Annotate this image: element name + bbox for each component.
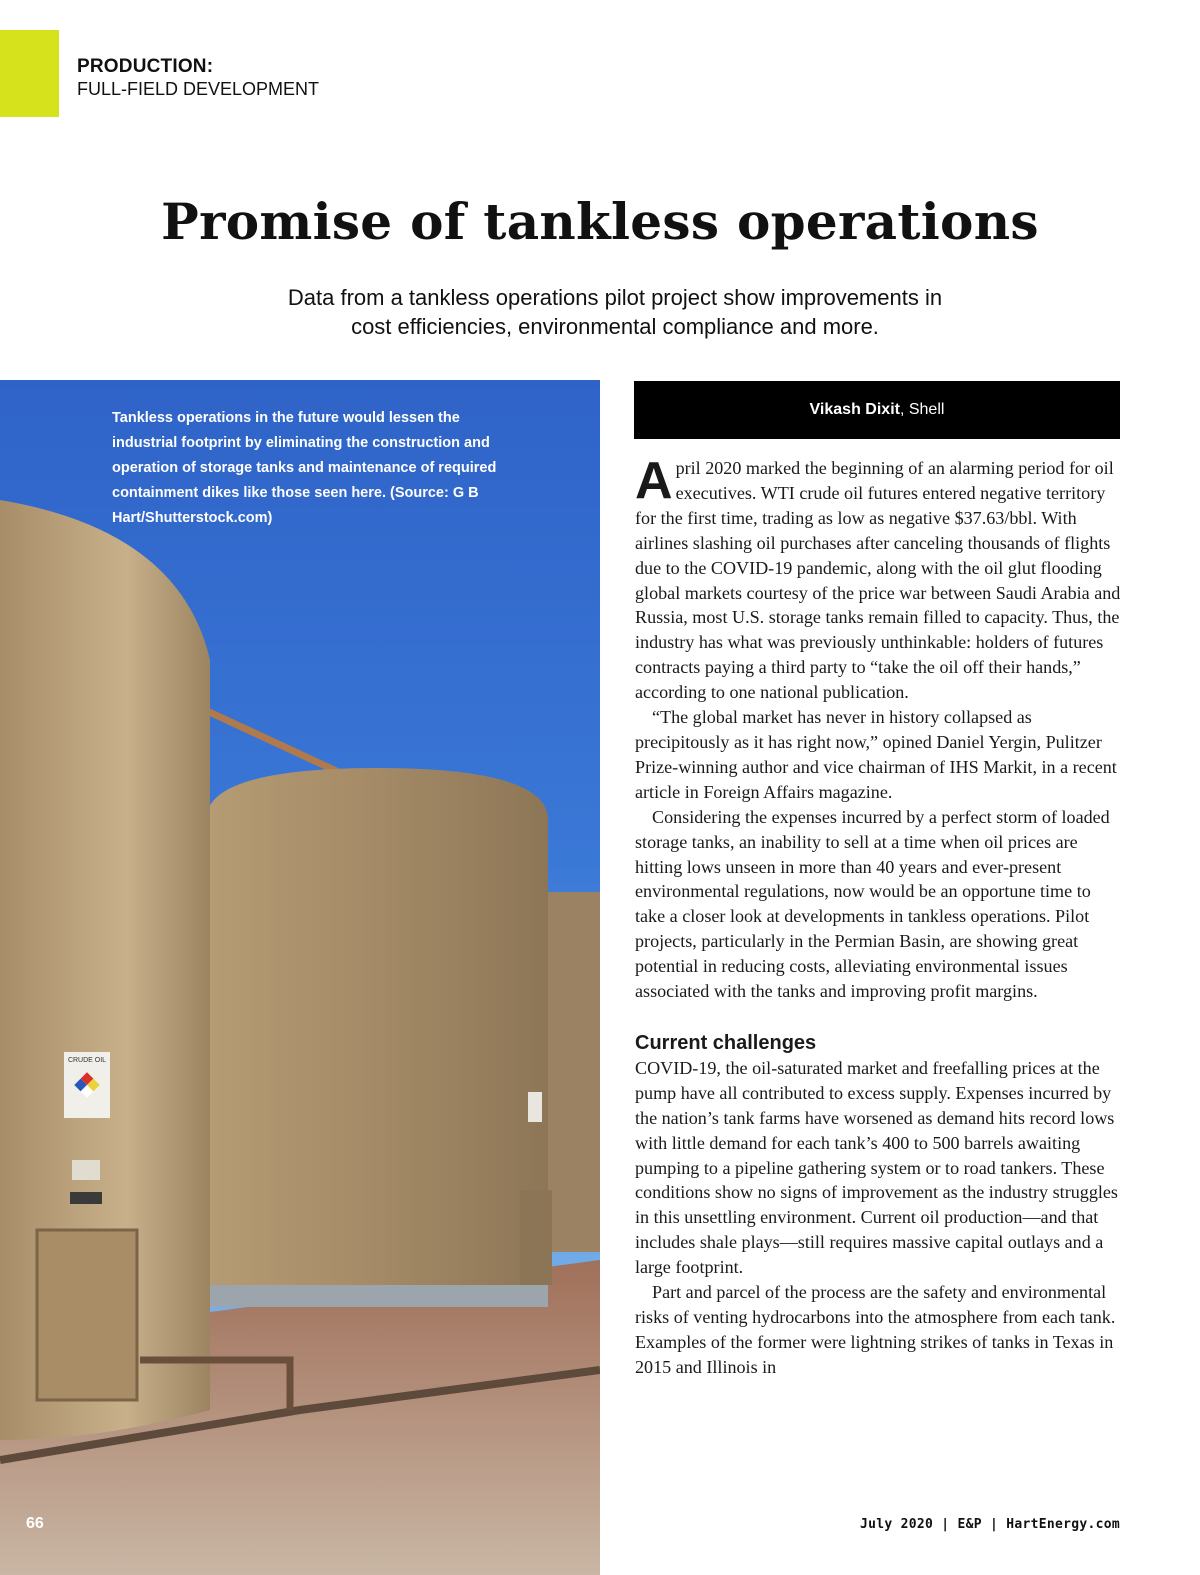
placard-text: CRUDE OIL: [67, 1057, 107, 1064]
tank-farm-illustration: [0, 380, 600, 1575]
middle-tank: [206, 768, 548, 1303]
section-accent-tab: [0, 30, 59, 117]
deck-line-1: Data from a tankless operations pilot project show improvements in: [287, 285, 943, 310]
far-tank: [548, 892, 600, 1252]
article-deck: [200, 283, 1030, 341]
article-body: [635, 452, 1121, 1380]
paragraph-5: Part and parcel of the process are the safety and environmental risks of venting hydrocarbons into the atmosphere from each tank. Examples of the former were lightning strikes of tanks in Texas in 2015 and Illinois in: [635, 1282, 1116, 1377]
author-company: , Shell: [899, 401, 945, 418]
front-tank-tag: [70, 1192, 102, 1204]
storage-tanks-photo: [0, 380, 600, 1575]
drop-cap: A: [635, 452, 673, 510]
middle-tank-hazard-label: [528, 1092, 542, 1122]
photo-caption: Tankless operations in the future would lessen the industrial footprint by eliminating the construction and operation of storage tanks and maintenance of required containment dikes like those seen here. (Source: G B Hart/Shutterstock.com): [112, 410, 497, 526]
front-tank-sign: [72, 1160, 100, 1180]
page-number: 66: [26, 1515, 44, 1532]
paragraph-4: COVID-19, the oil-saturated market and freefalling prices at the pump have all contributed to excess supply. Expenses incurred by the nation’s tank farms have worsened as demand hits record lows with little demand for each tank’s 400 to 500 barrels awaiting pumping to a pipeline gathering system or to road tankers. These conditions show no signs of improvement as the industry struggles in this unsettling environment. Current oil production—and that includes shale plays—still requires massive capital outlays and a large footprint.: [635, 1057, 1118, 1278]
article-headline: Promise of tankless operations: [161, 192, 1039, 251]
section-subtitle: FULL-FIELD DEVELOPMENT: [77, 79, 320, 99]
deck-line-2: cost efficiencies, environmental compliance and more.: [351, 314, 879, 339]
section-tag: [77, 56, 319, 100]
paragraph-1-text: pril 2020 marked the beginning of an alarming period for oil executives. WTI crude oil futures entered negative territory for the first time, trading as low as negative $37.63/bbl. With airlines slashing oil purchases after canceling thousands of flights due to the COVID-19 pandemic, along with the oil glut flooding global markets courtesy of the price war between Saudi Arabia and Russia, most U.S. storage tanks remain filled to capacity. Thus, the industry has what was previously unthinkable: holders of futures contracts paying a third party to “take the oil off their hands,” according to one national publication.: [635, 458, 1121, 703]
middle-tank-base: [206, 1285, 548, 1307]
byline-bar: [634, 381, 1120, 439]
section-kicker: PRODUCTION:: [77, 56, 214, 77]
paragraph-1: [635, 452, 1121, 705]
connecting-pipe: [205, 710, 345, 775]
paragraph-3: Considering the expenses incurred by a perfect storm of loaded storage tanks, an inability to sell at a time when oil prices are hitting lows unseen in more than 40 years and ever-present environmental regulations, now would be an opportune time to take a closer look at developments in tankless operations. Pilot projects, particularly in the Permian Basin, are showing great potential in reducing costs, alleviating environmental issues associated with the tanks and improving profit margins.: [635, 806, 1110, 1002]
author-name: Vikash Dixit: [809, 401, 900, 418]
subhead-current-challenges: Current challenges: [635, 1031, 817, 1054]
page-footer: July 2020 | E&P | HartEnergy.com: [859, 1517, 1120, 1532]
middle-tank-hatch: [520, 1190, 552, 1285]
front-tank-hatch: [37, 1230, 137, 1400]
paragraph-2: “The global market has never in history collapsed as precipitously as it has right now,” opined Daniel Yergin, Pulitzer Prize-winning author and vice chairman of IHS Markit, in a recent article in Foreign Affairs magazine.: [635, 707, 1117, 802]
